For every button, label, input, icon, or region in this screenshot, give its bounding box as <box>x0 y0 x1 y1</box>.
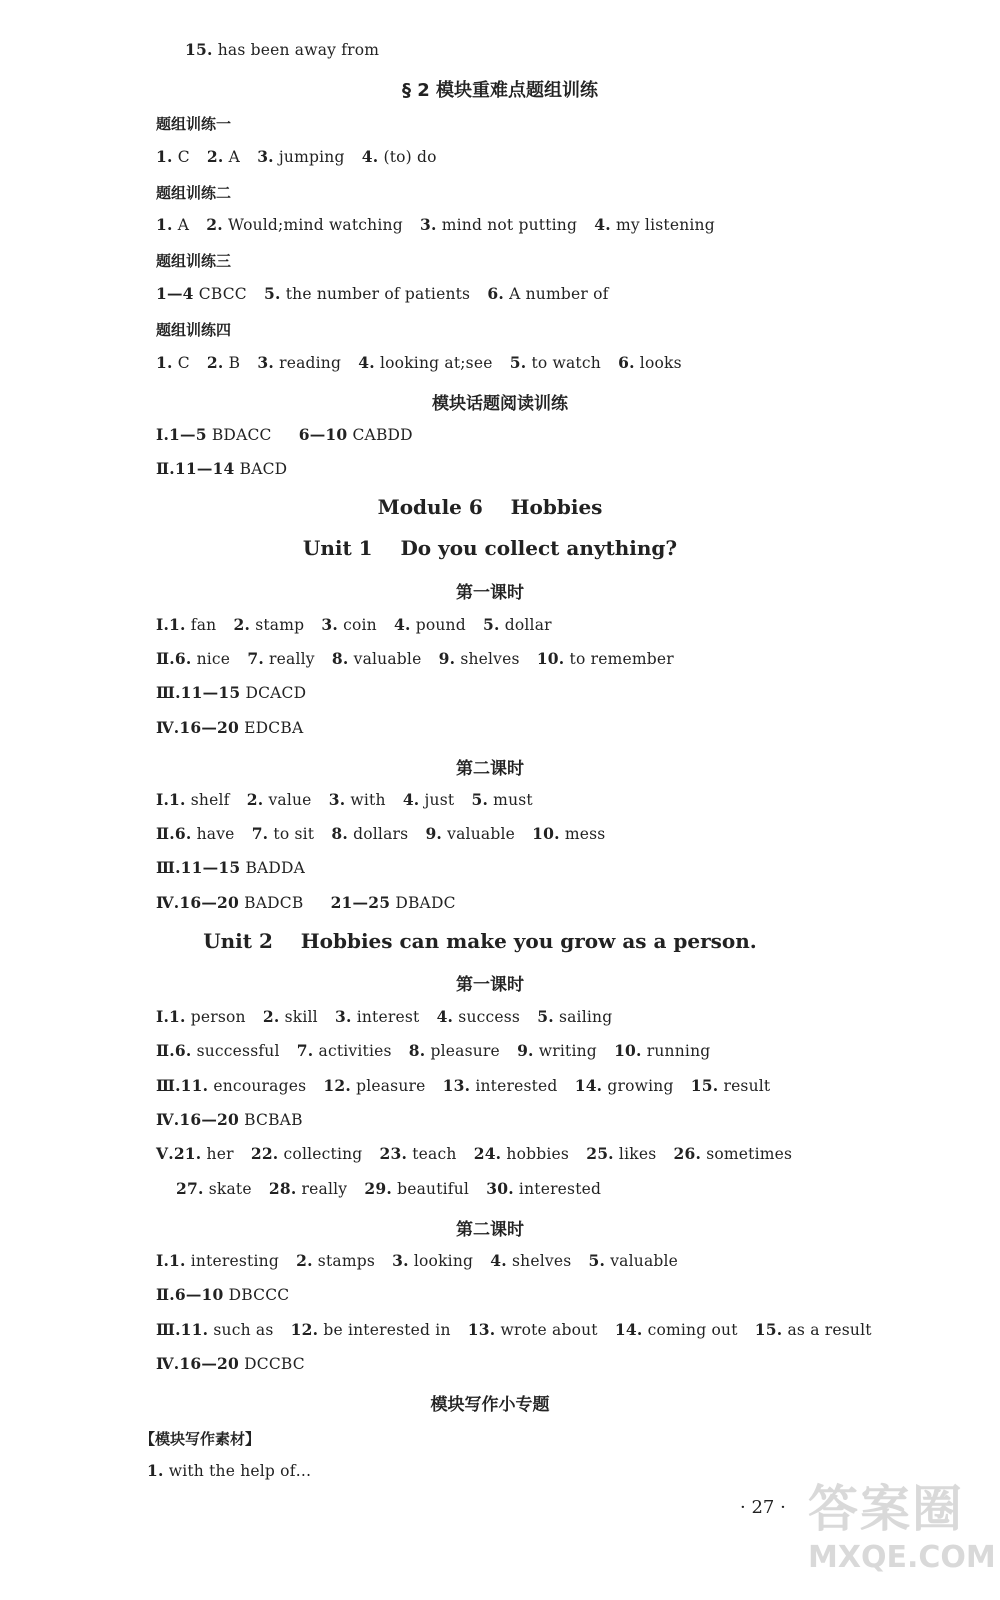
answer-line: 15. has been away from <box>185 40 380 59</box>
lesson-title: 第一课时 <box>456 583 524 603</box>
answer-line: 1. C 2. B 3. reading 4. looking at;see 5. to watch 6. looks <box>156 353 682 372</box>
answer-line: Ⅰ.1. shelf 2. value 3. with 4. just 5. must <box>156 790 533 809</box>
group-title: 题组训练一 <box>156 115 232 133</box>
answer-line: Ⅱ.6—10 DBCCC <box>156 1285 290 1304</box>
answer-line: Ⅰ.1. fan 2. stamp 3. coin 4. pound 5. dollar <box>156 615 552 634</box>
answer-line: Ⅰ.1—5 BDACC 6—10 CABDD <box>156 425 413 444</box>
answer-line: 1—4 CBCC 5. the number of patients 6. A number of <box>156 284 609 303</box>
group-title: 题组训练四 <box>156 321 232 339</box>
answer-line: Ⅴ.21. her 22. collecting 23. teach 24. hobbies 25. likes 26. sometimes <box>156 1144 793 1163</box>
answer-line: 1. A 2. Would;mind watching 3. mind not putting 4. my listening <box>156 215 715 234</box>
answer-line: Ⅱ.6. nice 7. really 8. valuable 9. shelves 10. to remember <box>156 649 674 668</box>
section-heading: 模块写作小专题 <box>430 1395 550 1415</box>
answer-line: Ⅲ.11. encourages 12. pleasure 13. interested 14. growing 15. result <box>156 1076 771 1095</box>
answer-line: Ⅲ.11. such as 12. be interested in 13. wrote about 14. coming out 15. as a result <box>156 1320 872 1339</box>
answer-line: Ⅳ.16—20 BCBAB <box>156 1110 303 1129</box>
material-title: 【模块写作素材】 <box>140 1430 261 1448</box>
answer-line: 1. with the help of… <box>147 1461 312 1480</box>
group-title: 题组训练三 <box>156 252 232 270</box>
answer-line: Ⅳ.16—20 DCCBC <box>156 1354 305 1373</box>
group-title: 题组训练二 <box>156 184 232 202</box>
unit-title: Unit 2 Hobbies can make you grow as a person. <box>203 929 757 953</box>
answer-line: Ⅳ.16—20 EDCBA <box>156 718 304 737</box>
answer-line: Ⅲ.11—15 DCACD <box>156 683 307 702</box>
answer-line: Ⅱ.6. successful 7. activities 8. pleasure 9. writing 10. running <box>156 1041 711 1060</box>
answer-line: Ⅱ.6. have 7. to sit 8. dollars 9. valuable 10. mess <box>156 824 606 843</box>
unit-title: Unit 1 Do you collect anything? <box>302 536 678 560</box>
watermark-logo <box>808 1478 994 1596</box>
lesson-title: 第一课时 <box>456 975 524 995</box>
watermark-text: 答案圈 <box>808 1480 964 1538</box>
answer-line: 1. C 2. A 3. jumping 4. (to) do <box>156 147 437 166</box>
section-heading: 模块话题阅读训练 <box>432 394 568 414</box>
answer-line: Ⅰ.1. interesting 2. stamps 3. looking 4. shelves 5. valuable <box>156 1251 679 1270</box>
section-heading: § 2 模块重难点题组训练 <box>401 80 599 101</box>
answer-line: Ⅲ.11—15 BADDA <box>156 858 306 877</box>
answer-line: Ⅱ.11—14 BACD <box>156 459 288 478</box>
lesson-title: 第二课时 <box>456 1220 524 1240</box>
answer-line: Ⅰ.1. person 2. skill 3. interest 4. success 5. sailing <box>156 1007 613 1026</box>
answer-line: Ⅳ.16—20 BADCB 21—25 DBADC <box>156 893 456 912</box>
page-number: · 27 · <box>740 1497 786 1518</box>
answer-line: 27. skate 28. really 29. beautiful 30. interested <box>176 1179 602 1198</box>
watermark-url: MXQE.COM <box>808 1540 996 1575</box>
lesson-title: 第二课时 <box>456 759 524 779</box>
module-title: Module 6 Hobbies <box>377 495 603 519</box>
